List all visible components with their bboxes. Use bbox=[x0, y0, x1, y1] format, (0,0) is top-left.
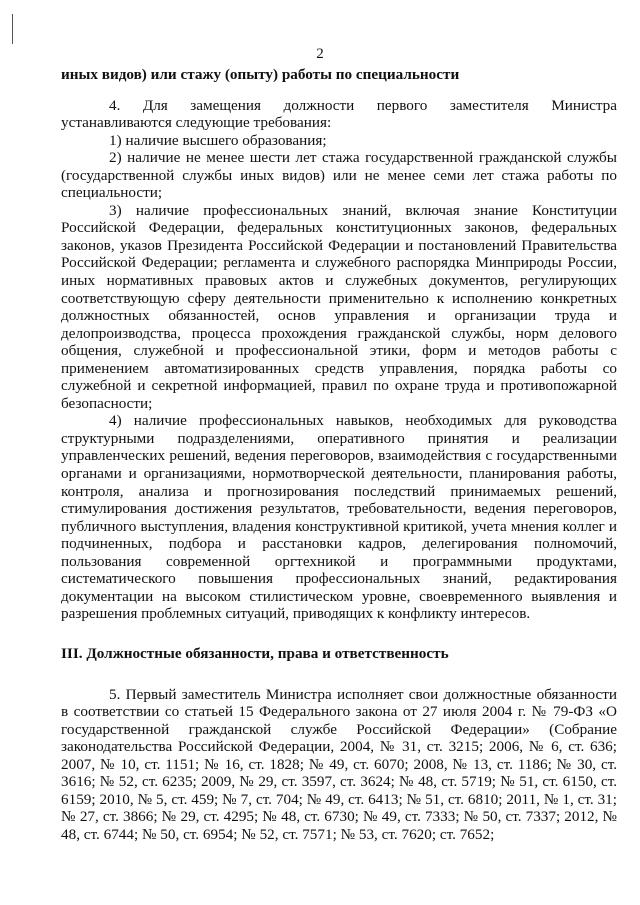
heading-continuation: иных видов) или стажу (опыту) работы по специальности bbox=[61, 66, 460, 83]
section-3-title: III. Должностные обязанности, права и ответственность bbox=[61, 644, 449, 662]
paragraph-5: 5. Первый заместитель Министра исполняет свои должностные обязанности в соответствии со статьей 15 Федерального закона от 27 июля 2004 г. № 79-ФЗ «О государственной гражданской службе Российской Федерации» (Собрание законодательства Российской Федерации, 2004, № 31, ст. 3215; 2006, № 6, ст. 636; 2007, № 10, ст. 1151; № 16, ст. 1828; № 49, ст. 6070; 2008, № 13, ст. 1186; № 30, ст. 3616; № 52, ст. 6235; 2009, № 29, ст. 3597, ст. 3624; № 48, ст. 5719; № 51, ст. 6150, ст. 6159; 2010, № 5, ст. 459; № 7, ст. 704; № 49, ст. 6413; № 51, ст. 6810; 2011, № 1, ст. 31; № 27, ст. 3866; № 29, ст. 4295; № 48, ст. 6730; № 49, ст. 7333; № 50, ст. 7337; 2012, № 48, ст. 6744; № 50, ст. 6954; № 52, ст. 7571; № 53, ст. 7620; ст. 7652; bbox=[61, 685, 617, 843]
document-body bbox=[61, 66, 617, 843]
requirement-2: 2) наличие не менее шести лет стажа государственной гражданской службы (государственной службы иных видов) или не менее семи лет стажа работы по специальности; bbox=[61, 149, 617, 202]
spacer bbox=[61, 663, 617, 686]
spacer bbox=[61, 84, 617, 97]
spacer bbox=[61, 623, 617, 645]
requirement-4: 4) наличие профессиональных навыков, необходимых для руководства структурными подразделениями, оперативного принятия и реализации управленческих решений, ведения переговоров, взаимодействия с государственными органами и организациями, нормотворческой деятельности, планирования работы, контроля, анализа и прогнозирования последствий принимаемых решений, стимулирования достижения результатов, требовательности, ведения переговоров, публичного выступления, владения конструктивной критикой, учета мнения коллег и подчиненных, подбора и расстановки кадров, делегирования полномочий, пользования современной оргтехникой и программными продуктами, систематического повышения профессиональных знаний, редактирования документации на высоком стилистическом уровне, своевременного выявления и разрешения проблемных ситуаций, приводящих к конфликту интересов. bbox=[61, 412, 617, 623]
requirement-3: 3) наличие профессиональных знаний, включая знание Конституции Российской Федерации, федеральных конституционных законов, федеральных законов, указов Президента Российской Федерации и постановлений Правительства Российской Федерации; регламента и служебного распорядка Минприроды России, иных нормативных правовых актов и служебных документов, регулирующих соответствующую сферу деятельности применительно к исполнению конкретных должностных обязанностей, основ управления и организации труда и делопроизводства, процесса прохождения гражданской службы, норм делового общения, служебной и профессиональной этики, форм и методов работы с применением автоматизированных средств управления, порядка работы со служебной и секретной информацией, правил по охране труда и противопожарной безопасности; bbox=[61, 201, 617, 412]
paragraph-4-intro: 4. Для замещения должности первого заместителя Министра устанавливаются следующие требования: bbox=[61, 96, 617, 132]
page-number: 2 bbox=[316, 46, 324, 62]
requirement-1: 1) наличие высшего образования; bbox=[109, 131, 327, 149]
page-edge-mark bbox=[12, 14, 13, 44]
